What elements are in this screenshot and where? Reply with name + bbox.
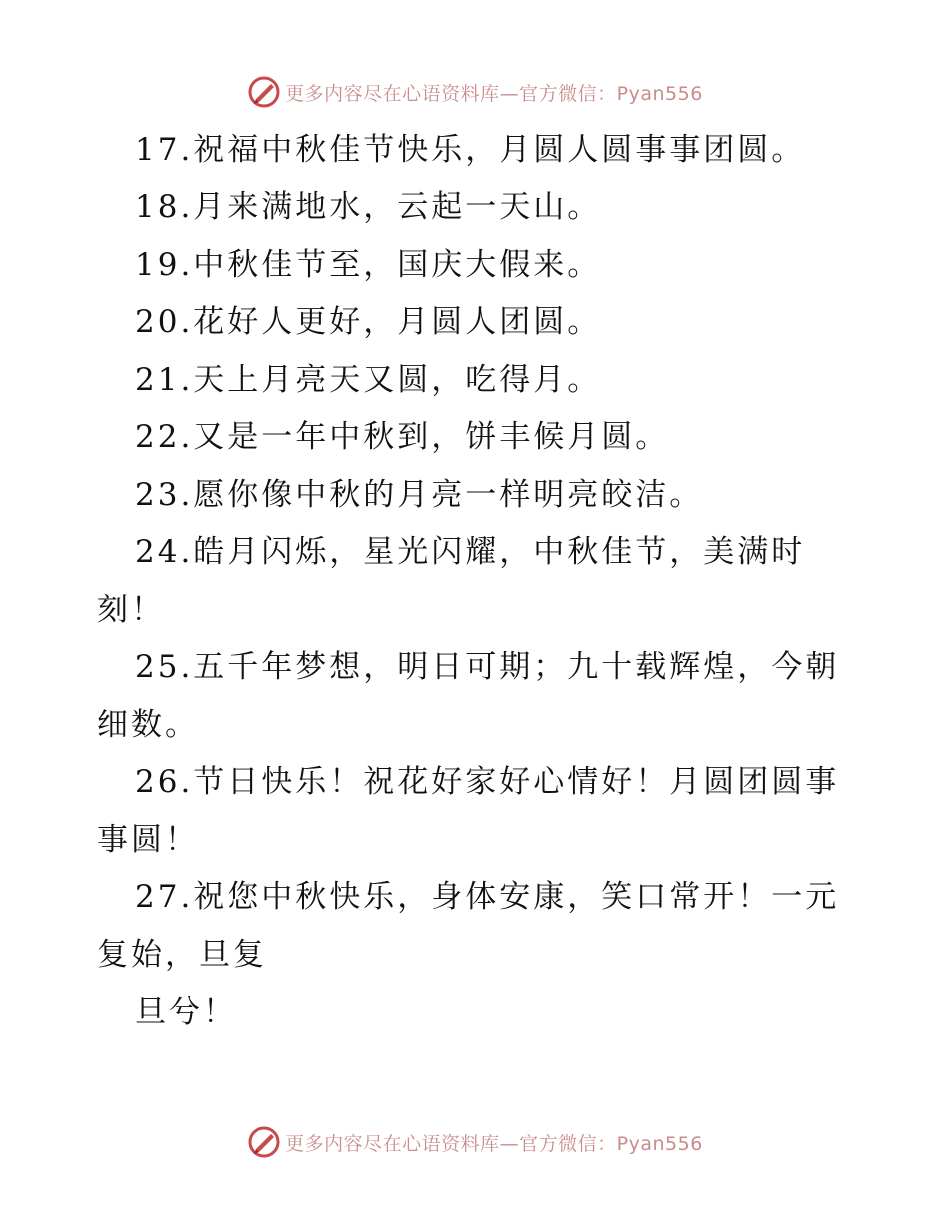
list-item: 17.祝福中秋佳节快乐，月圆人圆事事团圆。 bbox=[135, 132, 806, 168]
list-item: 26.节日快乐！祝花好家好心情好！月圆团圆事 bbox=[135, 764, 840, 800]
footer-banner-text: 更多内容尽在心语资料库—官方微信：Pyan556 bbox=[285, 1132, 703, 1155]
list-item: 24.皓月闪烁，星光闪耀，中秋佳节，美满时 bbox=[135, 534, 806, 570]
list-item: 19.中秋佳节至，国庆大假来。 bbox=[135, 247, 602, 283]
list-item-continuation: 旦兮！ bbox=[135, 994, 237, 1030]
list-item: 22.又是一年中秋到，饼丰候月圆。 bbox=[135, 419, 670, 455]
brand-logo-icon bbox=[247, 75, 281, 109]
footer-banner bbox=[0, 1122, 950, 1162]
list-item: 20.花好人更好，月圆人团圆。 bbox=[135, 304, 602, 340]
list-item-continuation: 事圆！ bbox=[97, 822, 199, 858]
header-banner-text: 更多内容尽在心语资料库—官方微信：Pyan556 bbox=[285, 82, 703, 105]
brand-logo-icon bbox=[247, 1125, 281, 1159]
list-item: 23.愿你像中秋的月亮一样明亮皎洁。 bbox=[135, 477, 704, 513]
list-item: 27.祝您中秋快乐，身体安康，笑口常开！一元 bbox=[135, 879, 840, 915]
list-item: 18.月来满地水，云起一天山。 bbox=[135, 189, 602, 225]
list-item-continuation: 复始，旦复 bbox=[97, 937, 267, 973]
list-item-continuation: 刻！ bbox=[97, 592, 165, 628]
list-item: 25.五千年梦想，明日可期；九十载辉煌，今朝 bbox=[135, 649, 840, 685]
header-banner bbox=[0, 72, 950, 112]
list-item-continuation: 细数。 bbox=[97, 707, 199, 743]
list-item: 21.天上月亮天又圆，吃得月。 bbox=[135, 362, 602, 398]
